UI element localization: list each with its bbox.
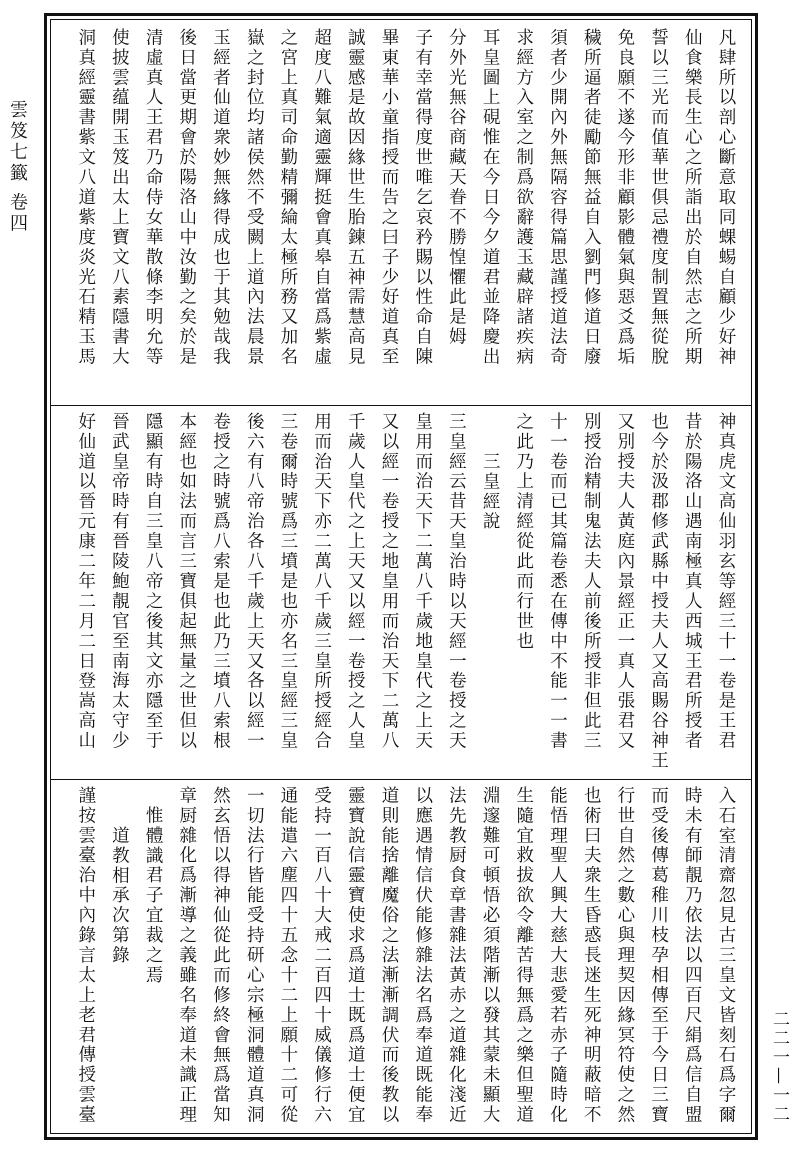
text-column: 求經方入室之制爲欲辭護玉藏辟諸疾病 <box>513 28 534 368</box>
text-column: 玉經者仙道衆妙無緣得成也于其勉哉我 <box>210 28 231 368</box>
text-column: 用而治天下亦二萬八千歲三皇所授經合 <box>311 412 332 752</box>
text-column: 法先教厨食章書雜法黃赤之道雜化淺近 <box>446 786 467 1126</box>
text-column: 嶽之封位均諸侯然不受闕上道內法晨景 <box>244 28 265 368</box>
text-column: 謹按雲臺治中內錄言太上老君傳授雲臺 <box>75 786 96 1126</box>
text-column: 好仙道以晉元康二年二月二日登嵩高山 <box>75 412 96 752</box>
text-column: 行世自然之數心與理契因緣冥符使之然 <box>614 786 635 1126</box>
text-column: 晉武皇帝時有晉陵鮑靚官至南海太守少 <box>109 412 130 752</box>
text-column: 以應遇情信伏能修雜法名爲奉道既能奉 <box>412 786 433 1126</box>
page-frame <box>44 13 758 1140</box>
text-column: 能悟理聖人興大慈大悲愛若赤子隨時化 <box>547 786 568 1126</box>
text-column: 凡肆所以剖心斷意取同蜾蜴自顧少好神 <box>716 28 736 368</box>
text-column: 之宮上真司命勤精彌綸太極所務又加名 <box>277 28 298 368</box>
text-column: 受持一百八十大戒二百四十威儀修行六 <box>311 786 332 1126</box>
text-column: 也今於汲郡修武縣中授夫人又高賜谷神王 <box>648 412 669 772</box>
text-column: 洞真經靈書紫文八道紫度炎光石精玉馬 <box>75 28 96 368</box>
text-column: 耳皇圖上硯惟在今日今夕道君並降慶出 <box>480 28 501 368</box>
right-margin-page-number: 二二一—一二 <box>769 1010 789 1124</box>
text-column: 三卷爾時號爲三墳是也亦名三皇經三皇 <box>277 412 298 752</box>
text-column: 分外光無谷商藏天眷不勝惶懼此是姆 <box>446 28 467 348</box>
text-column: 又以經一卷授之地皇用而治天下二萬八 <box>379 412 399 752</box>
text-column: 別授治精制鬼法夫人前後所授非但此三 <box>581 412 602 752</box>
text-column: 一切法行皆能受持研心宗極洞體道真洞 <box>244 786 265 1126</box>
register-divider-1 <box>51 405 751 406</box>
text-column: 惟體識君子宜裁之焉 <box>143 806 164 986</box>
text-column: 十一卷而已其篇卷悉在傳中不能一一書 <box>547 412 568 752</box>
text-column: 道則能捨離魔俗之法漸漸調伏而後教以 <box>379 786 399 1126</box>
text-column: 千歲人皇代之上天又以經一卷授之人皇 <box>345 412 366 752</box>
text-column: 三皇經云昔天皇治時以天經一卷授之天 <box>446 412 467 752</box>
text-column: 隱顯有時自三皇八帝之後其文亦隱至于 <box>143 412 164 752</box>
text-column: 清虛真人王君乃命侍女華散條李明允等 <box>143 28 164 368</box>
text-column: 章厨雜化爲漸導之義雖名奉道未識正理 <box>176 786 197 1126</box>
text-column: 皇用而治天下二萬八千歲地皇代之上天 <box>412 412 433 752</box>
text-column: 而受後傳葛稚川枝孕相傳至于今日三寶 <box>648 786 669 1126</box>
text-column: 入石室清齋忽見古三皇文皆刻石爲字爾 <box>716 786 736 1126</box>
text-column: 通能遣六塵四十五念十二上願十二可從 <box>277 786 298 1126</box>
text-column: 時未有師靚乃依法以四百尺絹爲信自盟 <box>682 786 703 1126</box>
text-column: 神真虎文高仙羽玄等經三十一卷是王君 <box>716 412 736 752</box>
text-column: 又別授夫人黃庭內景經正一真人張君又 <box>614 412 635 752</box>
text-column: 三皇經說 <box>480 452 501 532</box>
text-column: 之此乃上清經從此而行世也 <box>513 412 534 652</box>
text-column: 生隨宜救拔欲令離苦得無爲之樂但聖道 <box>513 786 534 1126</box>
text-column: 畢東華小童指授而告之曰子少好道真至 <box>379 28 399 368</box>
text-column: 誓以三光而值華世俱忌禮度制置無從脫 <box>648 28 669 368</box>
text-column: 淵邃難可頓悟必須階漸以發其蒙未顯大 <box>480 786 501 1126</box>
text-column: 本經也如法而言三寶俱起無量之世但以 <box>176 412 197 752</box>
register-divider-2 <box>51 779 751 780</box>
text-column: 子有幸當得度世唯乞哀矜賜以性命自陳 <box>412 28 433 368</box>
text-column: 卷授之時號爲八索是也此乃三墳八索根 <box>210 412 231 752</box>
text-column: 仙食樂長生心之所詣出於自然志之所期 <box>682 28 703 368</box>
text-column: 誠靈感是故因緣世生胎鍊五神需慧高見 <box>345 28 366 368</box>
text-column: 然玄悟以得神仙從此而修終會無爲當知 <box>210 786 231 1126</box>
text-column: 穢所逼者徒勵節無益自入劉門修道日廢 <box>581 28 602 368</box>
text-column: 道教相承次第錄 <box>109 826 130 966</box>
text-column: 免良願不遂今形非顧影體氣與惡爻爲垢 <box>614 28 635 368</box>
text-column: 靈寶說信靈寶使求爲道士既爲道士便宜 <box>345 786 366 1126</box>
text-column: 後六有八帝治各八千歲上天又各以經一 <box>244 412 265 752</box>
text-column: 超度八難氣適靈輝挺會真皋自當爲紫虛 <box>311 28 332 368</box>
text-column: 昔於陽洛山遇南極真人西城王君所授者 <box>682 412 703 752</box>
text-column: 使披雲蕴開玉笈出太上寶文八素隱書大 <box>109 28 130 368</box>
left-margin-title: 雲笈七籤 卷四 <box>7 100 28 235</box>
text-column: 須者少開內外無隔容得篇思謹授道法奇 <box>547 28 568 368</box>
text-column: 也術曰夫衆生昏惑長迷生死神明蔽暗不 <box>581 786 602 1126</box>
text-column: 後日當更期會於陽洛山中汝勤之矣於是 <box>176 28 197 368</box>
